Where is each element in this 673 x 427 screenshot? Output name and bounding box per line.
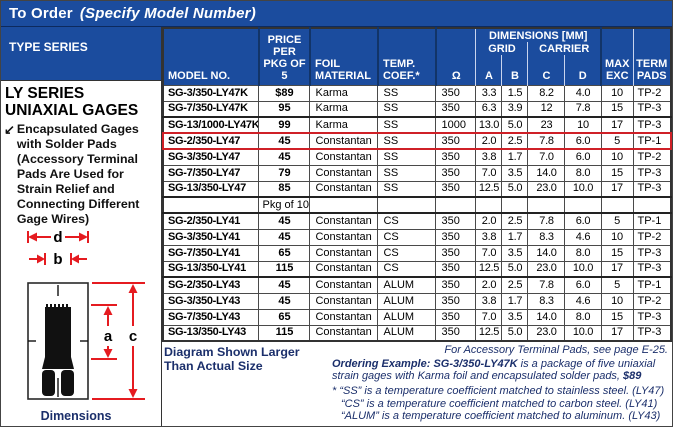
cell-max: 17 <box>601 325 633 341</box>
cell-max: 10 <box>601 149 633 165</box>
cell-ohm: 350 <box>436 229 476 245</box>
cell-ohm: 1000 <box>436 117 476 133</box>
cell-d: 7.8 <box>565 101 601 117</box>
cell-a: 3.3 <box>476 85 502 101</box>
table-row <box>163 181 671 197</box>
cell-price: 99 <box>259 117 310 133</box>
ordering-example-price: $89 <box>623 370 642 382</box>
cell-a: 2.0 <box>476 213 502 229</box>
cell-term <box>633 197 671 213</box>
cell-temp: SS <box>378 181 436 197</box>
cell-model: SG-3/350-LY41 <box>163 229 259 245</box>
cell-d: 10.0 <box>565 325 601 341</box>
cell-c: 8.3 <box>528 293 565 309</box>
gage-diagram <box>5 228 161 411</box>
cell-foil: Constantan <box>310 133 378 149</box>
cell-b: 2.5 <box>502 277 528 293</box>
cell-temp: ALUM <box>378 309 436 325</box>
dimension-label-b: b <box>53 251 63 268</box>
table-row <box>163 325 671 341</box>
table-row <box>163 133 671 149</box>
cell-a: 7.0 <box>476 165 502 181</box>
cell-c: 7.8 <box>528 133 565 149</box>
cell-foil: Constantan <box>310 277 378 293</box>
cell-foil: Constantan <box>310 165 378 181</box>
cell-term: TP-3 <box>633 181 671 197</box>
table-row <box>163 101 671 117</box>
cell-b: 1.7 <box>502 149 528 165</box>
cell-a: 3.8 <box>476 149 502 165</box>
col-header-model: MODEL NO. <box>163 28 259 85</box>
cell-ohm: 350 <box>436 165 476 181</box>
cell-term: TP-1 <box>633 277 671 293</box>
cell-temp: ALUM <box>378 277 436 293</box>
cell-max: 17 <box>601 181 633 197</box>
cell-b: 3.5 <box>502 245 528 261</box>
cell-temp: SS <box>378 165 436 181</box>
col-header-temp: TEMP. COEF.* <box>378 28 436 85</box>
type-series-header: TYPE SERIES <box>1 27 161 81</box>
cell-b <box>502 197 528 213</box>
cell-term: TP-3 <box>633 261 671 277</box>
dimension-label-c: c <box>128 328 138 345</box>
cell-max: 5 <box>601 133 633 149</box>
cell-model: SG-3/350-LY43 <box>163 293 259 309</box>
cell-d: 8.0 <box>565 245 601 261</box>
cell-ohm: 350 <box>436 133 476 149</box>
col-header-max-exc: MAX EXC <box>601 28 633 85</box>
cell-price: $89 <box>259 85 310 101</box>
ordering-example <box>332 358 668 382</box>
cell-model: SG-13/350-LY43 <box>163 325 259 341</box>
cell-c: 23.0 <box>528 261 565 277</box>
table-row <box>163 213 671 229</box>
cell-foil: Constantan <box>310 213 378 229</box>
cell-temp: CS <box>378 213 436 229</box>
cell-a: 3.8 <box>476 229 502 245</box>
cell-b: 2.5 <box>502 133 528 149</box>
col-header-dimensions: DIMENSIONS [MM] <box>476 28 601 42</box>
cell-d: 8.0 <box>565 309 601 325</box>
cell-temp: CS <box>378 261 436 277</box>
cell-foil: Constantan <box>310 181 378 197</box>
table-row <box>163 149 671 165</box>
cell-b: 5.0 <box>502 117 528 133</box>
ordering-example-model: Ordering Example: SG-3/350-LY47K <box>331 358 518 370</box>
cell-c: 8.2 <box>528 85 565 101</box>
cell-temp: SS <box>378 85 436 101</box>
gage-table-body <box>163 85 671 341</box>
temp-coef-footnotes <box>332 385 668 423</box>
diagram-caption: Dimensions <box>40 409 112 423</box>
table-row <box>163 245 671 261</box>
cell-b: 5.0 <box>502 325 528 341</box>
checkmark-icon: ↙ <box>4 122 15 137</box>
cell-c: 8.3 <box>528 229 565 245</box>
cell-a: 2.0 <box>476 133 502 149</box>
cell-temp: CS <box>378 245 436 261</box>
cell-foil: Constantan <box>310 229 378 245</box>
page-subtitle: (Specify Model Number) <box>79 5 256 22</box>
cell-price: 95 <box>259 101 310 117</box>
cell-b: 3.5 <box>502 165 528 181</box>
col-header-price: PRICE PER PKG OF 5 <box>259 28 310 85</box>
cell-model: SG-2/350-LY43 <box>163 277 259 293</box>
cell-ohm: 350 <box>436 181 476 197</box>
cell-d: 10.0 <box>565 181 601 197</box>
feature-bullet <box>1 119 161 227</box>
cell-foil: Constantan <box>310 261 378 277</box>
cell-temp: SS <box>378 117 436 133</box>
cell-a: 12.5 <box>476 181 502 197</box>
col-header-grid: GRID <box>476 42 528 55</box>
cell-max: 10 <box>601 85 633 101</box>
cell-term: TP-2 <box>633 229 671 245</box>
cell-foil: Karma <box>310 85 378 101</box>
cell-price: 115 <box>259 261 310 277</box>
cell-d: 6.0 <box>565 133 601 149</box>
cell-c: 12 <box>528 101 565 117</box>
cell-d: 4.0 <box>565 85 601 101</box>
cell-a: 12.5 <box>476 261 502 277</box>
cell-price: 79 <box>259 165 310 181</box>
cell-model: SG-7/350-LY47K <box>163 101 259 117</box>
cell-price: 45 <box>259 133 310 149</box>
cell-temp: SS <box>378 101 436 117</box>
notes-area <box>162 342 672 423</box>
cell-temp: CS <box>378 229 436 245</box>
col-header-term-pads: TERM PADS <box>633 28 671 85</box>
cell-ohm: 350 <box>436 277 476 293</box>
cell-temp <box>378 197 436 213</box>
cell-term: TP-2 <box>633 149 671 165</box>
cell-price: 45 <box>259 213 310 229</box>
cell-b: 1.7 <box>502 229 528 245</box>
cell-a: 3.8 <box>476 293 502 309</box>
cell-c: 14.0 <box>528 245 565 261</box>
page-title: To Order <box>9 5 73 22</box>
cell-c: 14.0 <box>528 309 565 325</box>
cell-temp: SS <box>378 133 436 149</box>
cell-price: 115 <box>259 325 310 341</box>
series-title-line2: UNIAXIAL GAGES <box>5 102 139 119</box>
title-bar <box>1 1 672 27</box>
cell-b: 1.7 <box>502 293 528 309</box>
cell-ohm: 350 <box>436 293 476 309</box>
cell-model: SG-2/350-LY41 <box>163 213 259 229</box>
cell-max: 5 <box>601 213 633 229</box>
cell-d: 6.0 <box>565 213 601 229</box>
dimension-label-d: d <box>53 229 63 246</box>
cell-d: 4.6 <box>565 293 601 309</box>
footnote-line: * “SS” is a temperature coefficient matched to stainless steel. (LY47) <box>331 385 665 397</box>
table-row <box>163 85 671 101</box>
cell-ohm: 350 <box>436 309 476 325</box>
cell-ohm: 350 <box>436 85 476 101</box>
cell-c: 23 <box>528 117 565 133</box>
cell-c: 7.8 <box>528 213 565 229</box>
cell-a <box>476 197 502 213</box>
cell-price: 65 <box>259 245 310 261</box>
col-header-c: C <box>528 55 565 85</box>
cell-price: 45 <box>259 229 310 245</box>
cell-max: 10 <box>601 229 633 245</box>
cell-max: 17 <box>601 261 633 277</box>
cell-c: 23.0 <box>528 181 565 197</box>
cell-price: 45 <box>259 149 310 165</box>
cell-model: SG-7/350-LY43 <box>163 309 259 325</box>
cell-temp: ALUM <box>378 293 436 309</box>
cell-foil <box>310 197 378 213</box>
cell-model: SG-13/350-LY41 <box>163 261 259 277</box>
cell-ohm: 350 <box>436 149 476 165</box>
table-row <box>163 117 671 133</box>
cell-term: TP-1 <box>633 133 671 149</box>
cell-term: TP-1 <box>633 213 671 229</box>
gage-table <box>162 27 672 342</box>
cell-price: 85 <box>259 181 310 197</box>
cell-d: 10 <box>565 117 601 133</box>
cell-model: SG-7/350-LY41 <box>163 245 259 261</box>
feature-bullet-text: Encapsulated Gages with Solder Pads (Accessory Terminal Pads Are Used for Strain Relief and Connecting Different Gage Wires) <box>16 122 140 226</box>
cell-temp: SS <box>378 149 436 165</box>
cell-model: SG-13/1000-LY47K <box>163 117 259 133</box>
cell-model: SG-3/350-LY47 <box>163 149 259 165</box>
cell-max <box>601 197 633 213</box>
cell-ohm: 350 <box>436 325 476 341</box>
cell-b: 1.5 <box>502 85 528 101</box>
cell-a: 7.0 <box>476 245 502 261</box>
cell-d: 6.0 <box>565 149 601 165</box>
accessory-note: For Accessory Terminal Pads, see page E-25. <box>444 344 668 356</box>
cell-price: 45 <box>259 293 310 309</box>
cell-max: 15 <box>601 165 633 181</box>
cell-foil: Constantan <box>310 309 378 325</box>
cell-ohm: 350 <box>436 261 476 277</box>
cell-a: 2.0 <box>476 277 502 293</box>
cell-d: 10.0 <box>565 261 601 277</box>
col-header-carrier: CARRIER <box>528 42 601 55</box>
cell-term: TP-3 <box>633 165 671 181</box>
cell-model: SG-3/350-LY47K <box>163 85 259 101</box>
cell-model: SG-2/350-LY47 <box>163 133 259 149</box>
cell-term: TP-3 <box>633 101 671 117</box>
col-header-d: D <box>565 55 601 85</box>
cell-b: 5.0 <box>502 181 528 197</box>
cell-ohm: 350 <box>436 101 476 117</box>
cell-b: 3.9 <box>502 101 528 117</box>
table-row <box>163 229 671 245</box>
cell-ohm <box>436 197 476 213</box>
cell-ohm: 350 <box>436 213 476 229</box>
cell-term: TP-3 <box>633 325 671 341</box>
cell-max: 10 <box>601 293 633 309</box>
cell-price: Pkg of 10 <box>259 197 310 213</box>
table-row <box>163 277 671 293</box>
footnote-line: “CS” is a temperature coefficient matched to carbon steel. (LY41) <box>340 397 658 410</box>
col-header-a: A <box>476 55 502 85</box>
cell-model: SG-13/350-LY47 <box>163 181 259 197</box>
cell-max: 5 <box>601 277 633 293</box>
cell-ohm: 350 <box>436 245 476 261</box>
table-row <box>163 309 671 325</box>
table-row <box>163 165 671 181</box>
cell-foil: Karma <box>310 117 378 133</box>
dimension-label-a: a <box>103 328 113 345</box>
cell-term: TP-2 <box>633 293 671 309</box>
footnote-line: “ALUM” is a temperature coefficient matched to aluminum. (LY43) <box>340 410 661 422</box>
cell-d: 6.0 <box>565 277 601 293</box>
cell-max: 15 <box>601 101 633 117</box>
series-title-line1: LY SERIES <box>5 85 85 102</box>
diagram-size-note: Diagram Shown Larger Than Actual Size <box>163 345 300 373</box>
cell-d <box>565 197 601 213</box>
cell-foil: Karma <box>310 101 378 117</box>
cell-term: TP-3 <box>633 309 671 325</box>
series-title <box>1 81 161 119</box>
cell-term: TP-3 <box>633 117 671 133</box>
cell-foil: Constantan <box>310 325 378 341</box>
cell-c: 7.0 <box>528 149 565 165</box>
cell-max: 15 <box>601 309 633 325</box>
cell-b: 3.5 <box>502 309 528 325</box>
cell-model <box>163 197 259 213</box>
table-row <box>163 261 671 277</box>
ordering-example-text: is a package of five uniaxial strain gages with Karma foil and encapsulated solder pads, <box>331 358 656 382</box>
order-table-area <box>162 27 672 427</box>
cell-term: TP-2 <box>633 85 671 101</box>
cell-model: SG-7/350-LY47 <box>163 165 259 181</box>
cell-b: 2.5 <box>502 213 528 229</box>
cell-term: TP-3 <box>633 245 671 261</box>
col-header-foil: FOIL MATERIAL <box>310 28 378 85</box>
cell-temp: ALUM <box>378 325 436 341</box>
cell-d: 8.0 <box>565 165 601 181</box>
cell-price: 45 <box>259 277 310 293</box>
col-header-ohm: Ω <box>436 28 476 85</box>
cell-a: 12.5 <box>476 325 502 341</box>
left-panel <box>1 27 162 427</box>
col-header-b: B <box>502 55 528 85</box>
cell-price: 65 <box>259 309 310 325</box>
cell-foil: Constantan <box>310 245 378 261</box>
cell-c: 7.8 <box>528 277 565 293</box>
cell-a: 6.3 <box>476 101 502 117</box>
cell-c: 23.0 <box>528 325 565 341</box>
cell-foil: Constantan <box>310 293 378 309</box>
pkg-divider-row <box>163 197 671 213</box>
cell-max: 15 <box>601 245 633 261</box>
table-row <box>163 293 671 309</box>
cell-foil: Constantan <box>310 149 378 165</box>
cell-max: 17 <box>601 117 633 133</box>
cell-b: 5.0 <box>502 261 528 277</box>
cell-a: 7.0 <box>476 309 502 325</box>
cell-a: 13.0 <box>476 117 502 133</box>
cell-c: 14.0 <box>528 165 565 181</box>
cell-c <box>528 197 565 213</box>
cell-d: 4.6 <box>565 229 601 245</box>
